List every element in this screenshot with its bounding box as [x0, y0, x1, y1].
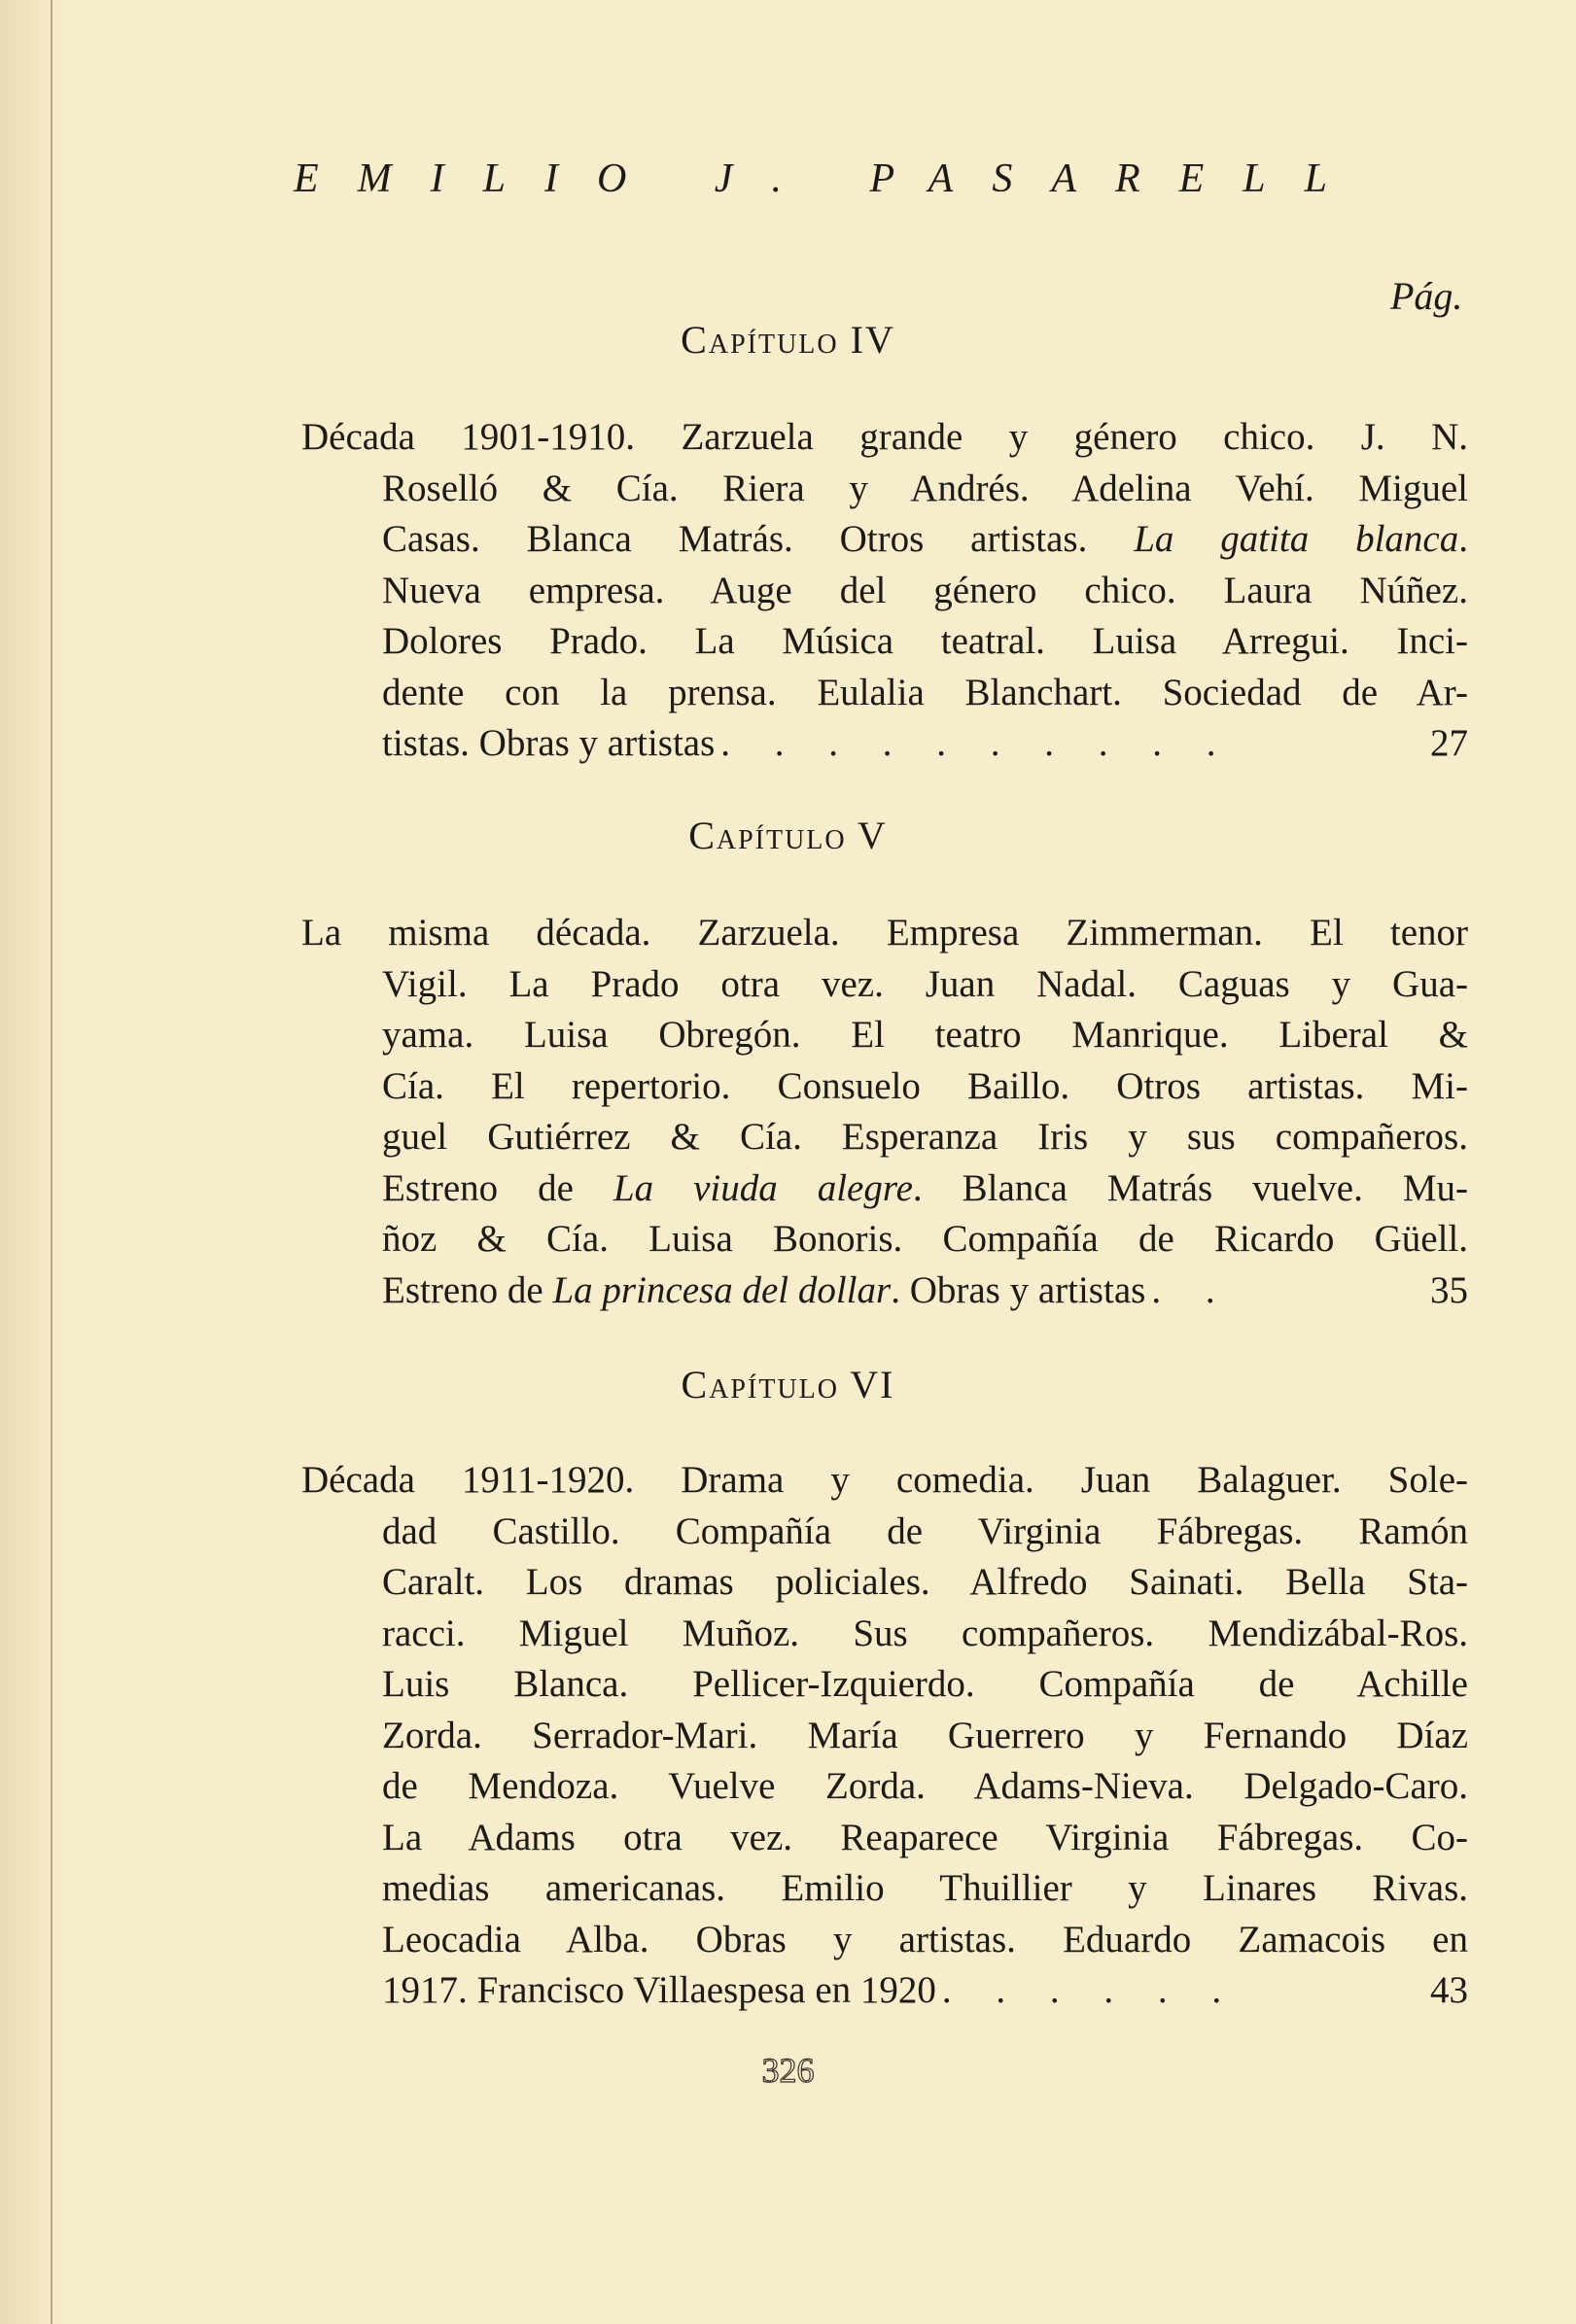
chapter-heading — [0, 1363, 1576, 1406]
toc-line: dad Castillo. Compañía de Virginia Fábregas. Ramón — [382, 1509, 1468, 1552]
toc-line: Leocadia Alba. Obras y artistas. Eduardo Zamacois en — [382, 1918, 1468, 1960]
folio-number: 326 — [761, 2051, 815, 2090]
toc-line: Estreno de La viuda alegre. Blanca Matrás vuelve. Mu- — [382, 1166, 1468, 1209]
toc-entry — [301, 412, 1468, 770]
play-title: La gatita blanca — [1134, 518, 1459, 560]
toc-line: Dolores Prado. La Música teatral. Luisa Arregui. Inci- — [382, 620, 1468, 662]
toc-line: Luis Blanca. Pellicer-Izquierdo. Compañía de Achille — [382, 1663, 1468, 1705]
toc-entry — [301, 908, 1468, 1316]
toc-line: Década 1901-1910. Zarzuela grande y género chico. J. N. — [301, 416, 1468, 458]
chapter-heading-text: Capítulo V — [688, 814, 888, 857]
page-number: 43 — [1430, 1969, 1468, 2011]
toc-entry — [301, 1455, 1468, 2017]
dot-leaders: . . . . . . — [941, 1969, 1240, 2011]
toc-line-last — [301, 1965, 1468, 2017]
toc-line: Roselló & Cía. Riera y Andrés. Adelina Vehí. Miguel — [382, 467, 1468, 509]
toc-line: racci. Miguel Muñoz. Sus compañeros. Mendizábal-Ros. — [382, 1612, 1468, 1654]
toc-line: medias americanas. Emilio Thuillier y Linares Rivas. — [382, 1867, 1468, 1909]
toc-line: Caralt. Los dramas policiales. Alfredo Sainati. Bella Sta- — [382, 1561, 1468, 1603]
toc-line: La Adams otra vez. Reaparece Virginia Fábregas. Co- — [382, 1816, 1468, 1858]
toc-line-text: 1917. Francisco Villaespesa en 1920 — [382, 1969, 936, 2011]
toc-line: dente con la prensa. Eulalia Blanchart. Sociedad de Ar- — [382, 671, 1468, 713]
running-head: EMILIO J. PASARELL — [294, 156, 1367, 201]
toc-line: Década 1911-1920. Drama y comedia. Juan Balaguer. Sole- — [301, 1459, 1468, 1501]
toc-line: Zorda. Serrador-Mari. María Guerrero y Fernando Díaz — [382, 1714, 1468, 1756]
page-number: 35 — [1430, 1268, 1468, 1311]
play-title: La viuda alegre — [613, 1166, 913, 1209]
toc-line-text: tistas. Obras y artistas — [382, 722, 716, 764]
toc-line: ñoz & Cía. Luisa Bonoris. Compañía de Ricardo Güell. — [382, 1218, 1468, 1260]
folio — [0, 2053, 1576, 2088]
toc-line: La misma década. Zarzuela. Empresa Zimmerman. El tenor — [301, 912, 1468, 954]
toc-line: guel Gutiérrez & Cía. Esperanza Iris y sus compañeros. — [382, 1116, 1468, 1158]
page-column-label: Pág. — [1390, 274, 1463, 318]
chapter-heading-text: Capítulo IV — [681, 318, 895, 362]
dot-leaders: . . — [1151, 1268, 1233, 1311]
chapter-heading-text: Capítulo VI — [681, 1363, 895, 1406]
play-title: La princesa del dollar — [552, 1268, 892, 1311]
toc-line: Nueva empresa. Auge del género chico. Laura Núñez. — [382, 569, 1468, 611]
toc-line-last — [301, 1266, 1468, 1317]
toc-line: de Mendoza. Vuelve Zorda. Adams-Nieva. Delgado-Caro. — [382, 1765, 1468, 1807]
toc-line: Casas. Blanca Matrás. Otros artistas. La gatita blanca. — [382, 518, 1468, 560]
toc-line-text: Estreno de La princesa del dollar. Obras y artistas — [382, 1268, 1146, 1311]
toc-line: yama. Luisa Obregón. El teatro Manrique. Liberal & — [382, 1014, 1468, 1056]
toc-line-last — [301, 718, 1468, 770]
dot-leaders: . . . . . . . . . . — [720, 722, 1234, 764]
chapter-heading — [0, 318, 1576, 362]
toc-line: Cía. El repertorio. Consuelo Baillo. Otros artistas. Mi- — [382, 1064, 1468, 1107]
toc-line: Vigil. La Prado otra vez. Juan Nadal. Caguas y Gua- — [382, 962, 1468, 1005]
chapter-heading — [0, 816, 1576, 855]
page-number: 27 — [1430, 722, 1468, 764]
